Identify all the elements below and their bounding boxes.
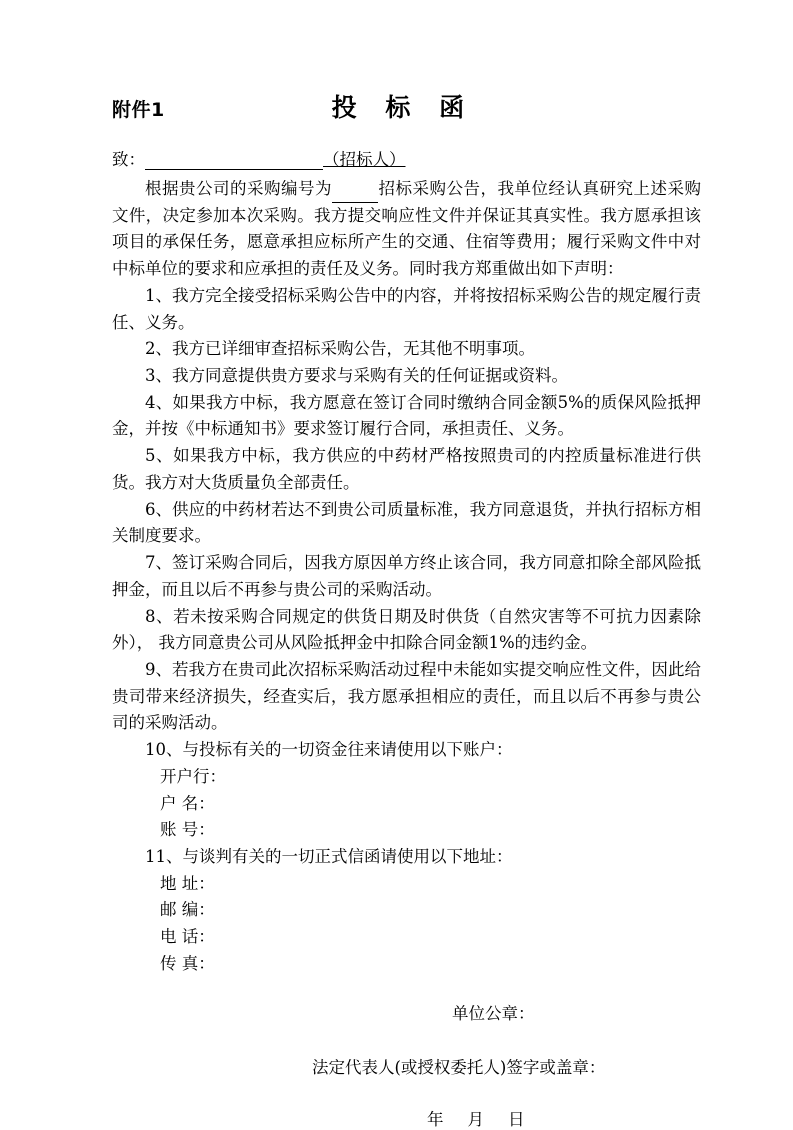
page-title: 投 标 函 <box>331 93 475 122</box>
field-account-number: 账 号： <box>160 820 215 840</box>
field-address: 地 址： <box>160 873 215 893</box>
legal-representative-signature-label: 法定代表人(或授权委托人)签字或盖章： <box>312 1057 606 1077</box>
recipient-suffix: （招标人） <box>323 150 406 169</box>
field-bank-name: 开户行： <box>160 766 226 786</box>
paragraph-intro <box>112 176 701 283</box>
paragraph-item-7: 7、签订采购合同后，因我方原因单方终止该合同，我方同意扣除全部风险抵押金，而且以后不再参与贵公司的采购活动。 <box>112 553 701 599</box>
paragraph-item-5: 5、如果我方中标，我方供应的中药材严格按照贵司的内控质量标准进行供货。我方对大货质量负全部责任。 <box>112 446 701 492</box>
intro-part-1: 根据贵公司的采购编号为 <box>145 179 332 198</box>
intro-part-2: 招标采购公告，我单位经认真研究上述采购文件，决定参加本次采购。我方提交响应性文件并保证其真实性。我方愿承担该项目的承保任务，愿意承担应标所产生的交通、住宿等费用；履行采购文件中对中标单位的要求和应承担的责任及义务。同时我方郑重做出如下声明： <box>112 179 701 279</box>
date-line <box>112 1106 701 1130</box>
date-year-label: 年 <box>427 1109 446 1129</box>
paragraph-item-4: 4、如果我方中标，我方愿意在签订合同时缴纳合同金额5%的质保风险抵押金，并按《中标通知书》要求签订履行合同，承担责任、义务。 <box>112 392 701 439</box>
paragraph-item-3: 3、我方同意提供贵方要求与采购有关的任何证据或资料。 <box>145 366 568 386</box>
field-fax: 传 真： <box>160 953 215 973</box>
paragraph-item-1: 1、我方完全接受招标采购公告中的内容，并将按招标采购公告的规定履行责任、义务。 <box>112 285 701 332</box>
recipient-blank <box>145 152 323 170</box>
bid-number-blank <box>332 186 378 203</box>
field-account-name: 户 名： <box>160 793 215 813</box>
recipient-line <box>112 146 701 170</box>
paragraph-item-10: 10、与投标有关的一切资金往来请使用以下账户： <box>145 740 513 760</box>
paragraph-item-6: 6、供应的中药材若达不到贵公司质量标准，我方同意退货，并执行招标方相关制度要求。 <box>112 499 701 546</box>
paragraph-item-2: 2、我方已详细审查招标采购公告，无其他不明事项。 <box>145 339 535 359</box>
recipient-prefix: 致： <box>112 150 145 169</box>
date-month-label: 月 <box>467 1109 486 1129</box>
paragraph-item-9: 9、若我方在贵司此次招标采购活动过程中未能如实提交响应性文件，因此给贵司带来经济损失，经查实后，我方愿承担相应的责任，而且以后不再参与贵公司的采购活动。 <box>112 659 701 733</box>
attachment-label: 附件1 <box>112 99 165 121</box>
company-seal-label: 单位公章： <box>452 1003 535 1023</box>
field-phone: 电 话： <box>160 927 215 947</box>
paragraph-item-11: 11、与谈判有关的一切正式信函请使用以下地址： <box>145 846 513 866</box>
date-day-label: 日 <box>508 1109 527 1129</box>
paragraph-item-8: 8、若未按采购合同规定的供货日期及时供货（自然灾害等不可抗力因素除外）， 我方同意贵公司从风险抵押金中扣除合同金额1%的违约金。 <box>112 606 701 653</box>
field-postcode: 邮 编： <box>160 900 215 920</box>
document-header <box>112 88 701 124</box>
